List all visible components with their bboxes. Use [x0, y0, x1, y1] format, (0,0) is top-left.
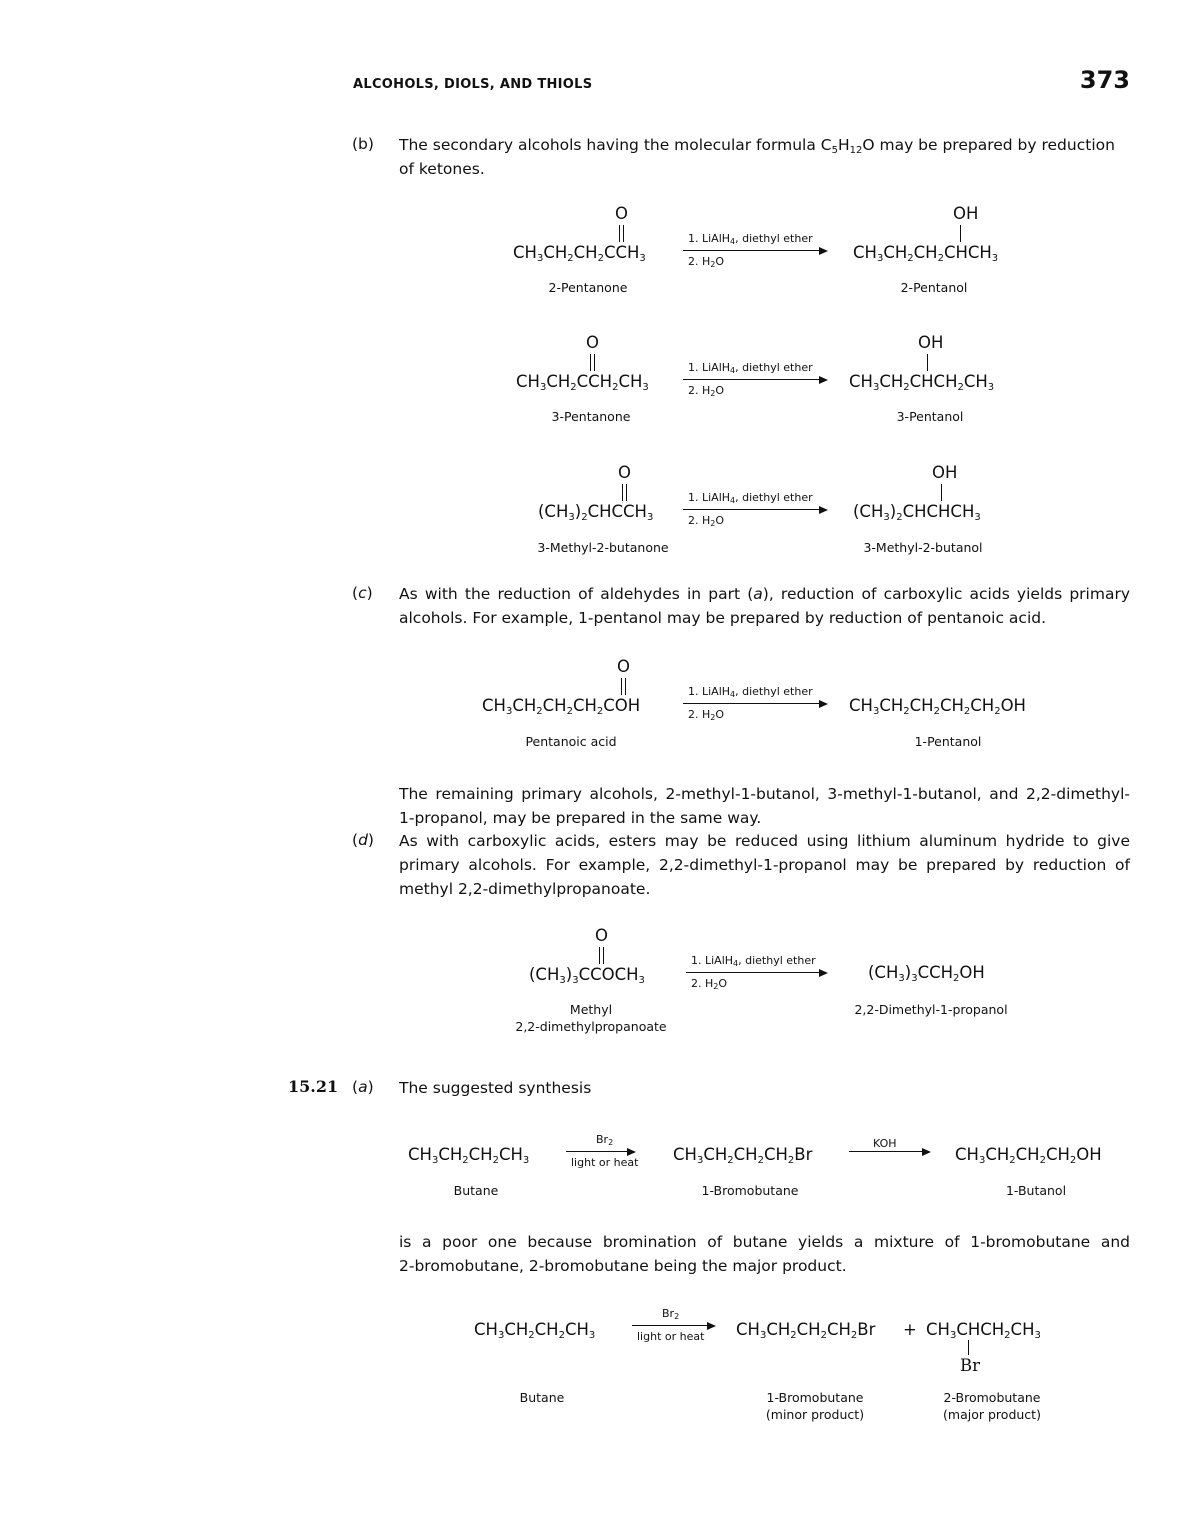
bromination-explanation: is a poor one because bromination of butane yields a mixture of 1-bromobutane and 2-bromobutane, 2-bromobutane being the major product. — [399, 1233, 1130, 1275]
reagent-1: 1. LiAlH$_4$, diethyl ether — [688, 361, 813, 375]
single-bond — [968, 1340, 969, 1355]
problem-number: 15.21 — [288, 1077, 339, 1096]
hydroxyl-group: OH — [918, 333, 944, 352]
reaction-arrow — [683, 703, 826, 704]
butane-formula: $CH_3CH_2CH_2CH_3$ — [474, 1320, 596, 1341]
reactant-formula: $CH_3CH_2CH_2CH_2COH$ — [482, 696, 641, 717]
hydroxyl-group: OH — [932, 463, 958, 482]
reagent-1: 1. LiAlH$_4$, diethyl ether — [688, 491, 813, 505]
reaction-arrow — [566, 1151, 634, 1152]
reagent-2: 2. $H_2O$ — [691, 977, 728, 991]
hydroxyl-group: OH — [953, 204, 979, 223]
reagent-1: 1. LiAlH$_4$, diethyl ether — [688, 685, 813, 699]
product-name: 3-Methyl-2-butanol — [863, 540, 983, 555]
reagent-1: 1. LiAlH$_4$, diethyl ether — [688, 232, 813, 246]
double-bond — [599, 947, 604, 964]
reactant-name: 3-Methyl-2-butanone — [537, 540, 669, 555]
reagent-br2: $Br_2$ — [596, 1133, 614, 1147]
plus-sign: + — [903, 1320, 917, 1339]
single-bond — [960, 225, 961, 242]
butanol-name: 1-Butanol — [1005, 1183, 1067, 1198]
butane-formula: $CH_3CH_2CH_2CH_3$ — [408, 1145, 530, 1166]
product-formula: $CH_3CH_2CH_2CHCH_3$ — [853, 243, 999, 264]
reagent-2: 2. $H_2O$ — [688, 514, 725, 528]
2-bromobutane-formula: $CH_3CHCH_2CH_3$ — [926, 1320, 1041, 1341]
part-c-label: (c) — [352, 584, 373, 602]
reaction-arrow — [683, 250, 826, 251]
reactant-name: Methyl 2,2-dimethylpropanoate — [515, 1002, 667, 1034]
carbonyl-oxygen: O — [615, 204, 628, 223]
carbonyl-oxygen: O — [586, 333, 599, 352]
reagent-light-or-heat: light or heat — [637, 1330, 705, 1343]
product-name: 1-Pentanol — [914, 734, 982, 749]
reactant-formula: $CH_3CH_2CH_2CCH_3$ — [513, 243, 646, 264]
bromobutane-formula: $CH_3CH_2CH_2CH_2Br$ — [736, 1320, 876, 1341]
reagent-2: 2. $H_2O$ — [688, 255, 725, 269]
2-bromobutane-name: 2-Bromobutane (major product) — [943, 1390, 1041, 1422]
product-name: 2,2-Dimethyl-1-propanol — [854, 1002, 1008, 1017]
suggested-synthesis-text: The suggested synthesis — [399, 1079, 592, 1097]
reaction-arrow — [849, 1151, 929, 1152]
single-bond — [941, 484, 942, 501]
page-number: 373 — [1079, 66, 1130, 94]
reaction-arrow — [683, 509, 826, 510]
remaining-alcohols-text: The remaining primary alcohols, 2-methyl-1-butanol, 3-methyl-1-butanol, and 2,2-dimethyl- 1-propanol, may be prepared in the same way. — [399, 785, 1130, 827]
problem-part-a-label: (a) — [352, 1078, 374, 1096]
reactant-name: 3-Pentanone — [551, 409, 631, 424]
product-name: 3-Pentanol — [896, 409, 964, 424]
carbonyl-oxygen: O — [618, 463, 631, 482]
reactant-formula: $CH_3CH_2CCH_2CH_3$ — [516, 372, 649, 393]
part-d-text: As with carboxylic acids, esters may be reduced using lithium aluminum hydride to give primary alcohols. For example, 2,2-dimethyl-1-propanol may be prepared by reduction of methyl 2,2-dimethylpropanoate. — [399, 832, 1130, 898]
bromine-substituent: Br — [960, 1356, 981, 1375]
reagent-1: 1. LiAlH$_4$, diethyl ether — [691, 954, 816, 968]
part-d-label: (d) — [352, 831, 374, 849]
reagent-br2: $Br_2$ — [662, 1307, 680, 1321]
double-bond — [619, 225, 624, 242]
butane-name: Butane — [453, 1183, 499, 1198]
reactant-name: Pentanoic acid — [525, 734, 617, 749]
butanol-formula: $CH_3CH_2CH_2CH_2OH$ — [955, 1145, 1102, 1166]
1-bromobutane-name: 1-Bromobutane (minor product) — [765, 1390, 865, 1422]
double-bond — [621, 678, 626, 695]
reactant-formula: $(CH_3)_3CCOCH_3$ — [529, 965, 645, 986]
reagent-koh: KOH — [873, 1137, 897, 1150]
part-b-text: The secondary alcohols having the molecular formula $C_5H_{12}O$ may be prepared by reduction of ketones. — [399, 136, 1115, 178]
carbonyl-oxygen: O — [595, 926, 608, 945]
single-bond — [927, 354, 928, 371]
product-formula: $CH_3CH_2CHCH_2CH_3$ — [849, 372, 995, 393]
bromobutane-name: 1-Bromobutane — [701, 1183, 799, 1198]
product-formula: $(CH_3)_3CCH_2OH$ — [868, 963, 985, 984]
product-formula: $(CH_3)_2CHCHCH_3$ — [853, 502, 981, 523]
part-c-text: As with the reduction of aldehydes in part (a), reduction of carboxylic acids yields primary alcohols. For example, 1-pentanol may be prepared by reduction of pentanoic acid. — [399, 585, 1130, 627]
reagent-2: 2. $H_2O$ — [688, 384, 725, 398]
reaction-arrow — [632, 1325, 714, 1326]
reagent-light-or-heat: light or heat — [571, 1156, 639, 1169]
bromobutane-formula: $CH_3CH_2CH_2CH_2Br$ — [673, 1145, 813, 1166]
reaction-arrow — [686, 972, 826, 973]
product-name: 2-Pentanol — [900, 280, 968, 295]
reactant-name: 2-Pentanone — [548, 280, 628, 295]
part-b-label: (b) — [352, 135, 374, 153]
reaction-arrow — [683, 379, 826, 380]
reagent-2: 2. $H_2O$ — [688, 708, 725, 722]
reactant-formula: $(CH_3)_2CHCCH_3$ — [538, 502, 654, 523]
product-formula: $CH_3CH_2CH_2CH_2CH_2OH$ — [849, 696, 1026, 717]
carbonyl-oxygen: O — [617, 657, 630, 676]
double-bond — [622, 484, 627, 501]
double-bond — [590, 354, 595, 371]
butane-name: Butane — [519, 1390, 565, 1405]
running-title: ALCOHOLS, DIOLS, AND THIOLS — [353, 77, 593, 92]
